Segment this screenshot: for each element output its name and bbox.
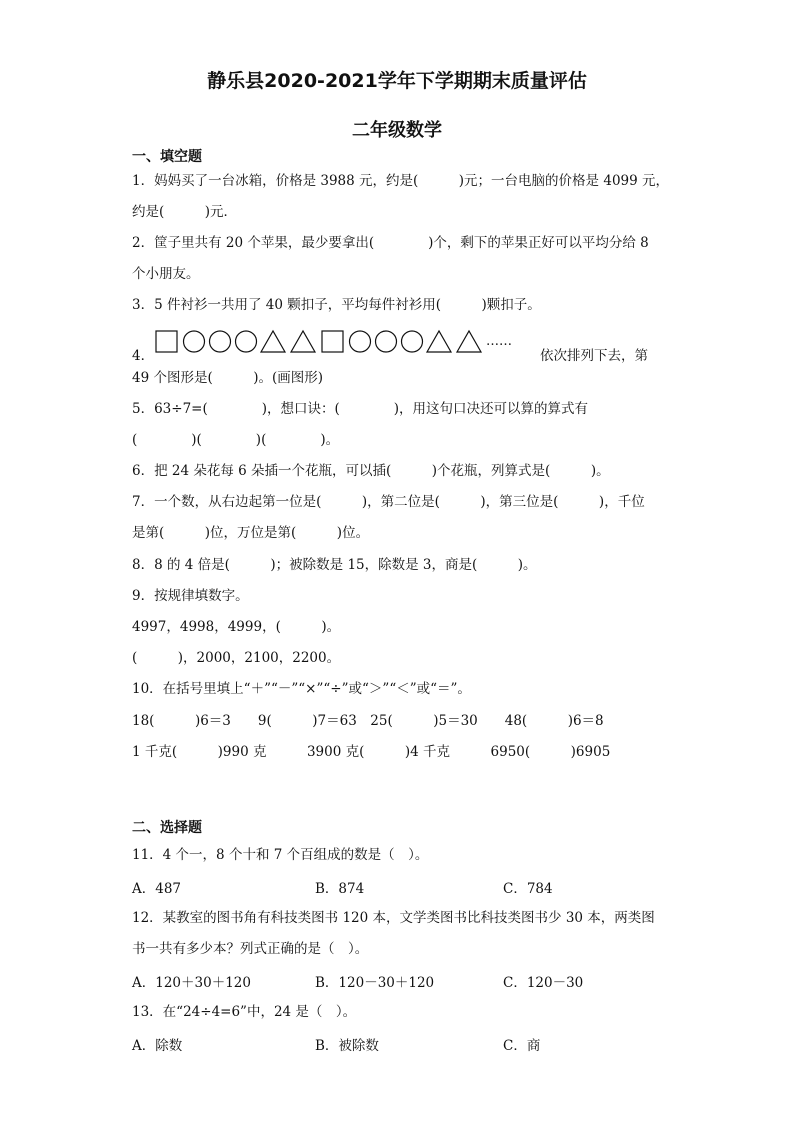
question-9: 9．按规律填数字。 [132, 588, 249, 604]
square-shape [156, 331, 177, 352]
circle-shape [184, 331, 205, 352]
question-9-row-1: 4997，4998，4999，( )。 [132, 619, 341, 635]
shape-ellipsis: …… [486, 334, 512, 349]
question-10: 10．在括号里填上“＋”“－”“×”“÷”或“＞”“＜”或“＝”。 [132, 681, 471, 697]
question-11: 11．4 个一，8 个十和 7 个百组成的数是（ ）。 [132, 847, 429, 863]
question-4-line-2: 49 个图形是( )。(画图形) [132, 370, 324, 386]
section-heading-choice: 二、选择题 [132, 820, 202, 836]
question-2-line-2: 个小朋友。 [132, 266, 200, 282]
triangle-shape [457, 331, 481, 352]
question-7-line-2: 是第( )位，万位是第( )位。 [132, 525, 370, 541]
question-4-number: 4． [132, 348, 155, 364]
question-2-line-1: 2．筐子里共有 20 个苹果，最少要拿出( )个，剩下的苹果正好可以平均分给 8 [132, 235, 649, 251]
question-1-line-1: 1．妈妈买了一台冰箱，价格是 3988 元，约是( )元；一台电脑的价格是 4099 元， [132, 173, 669, 189]
question-12-option-a: A．120＋30＋120 [132, 975, 251, 991]
question-3: 3．5 件衬衫一共用了 40 颗扣子，平均每件衬衫用( )颗扣子。 [132, 297, 541, 313]
triangle-shape [291, 331, 315, 352]
question-4-tail: 依次排列下去，第 [540, 348, 648, 364]
question-5-line-2: ( )( )( )。 [132, 432, 340, 448]
question-7-line-1: 7．一个数，从右边起第一位是( )，第二位是( )，第三位是( )，千位 [132, 494, 645, 510]
circle-shape [376, 331, 397, 352]
shape-sequence-figure [154, 328, 540, 356]
question-11-option-b: B．874 [315, 881, 365, 897]
question-13: 13．在“24÷4=6”中，24 是（ ）。 [132, 1004, 357, 1020]
section-heading-fill: 一、填空题 [132, 149, 202, 165]
question-5-line-1: 5．63÷7=( )，想口诀：( )，用这句口决还可以算的算式有 [132, 401, 589, 417]
question-11-option-c: C．784 [503, 881, 553, 897]
question-13-option-b: B．被除数 [315, 1038, 379, 1054]
question-1-line-2: 约是( )元． [132, 204, 238, 220]
triangle-shape [427, 331, 451, 352]
question-12-option-c: C．120－30 [503, 975, 584, 991]
triangle-shape [261, 331, 285, 352]
question-8: 8．8 的 4 倍是( )；被除数是 15，除数是 3，商是( )。 [132, 557, 537, 573]
circle-shape [210, 331, 231, 352]
square-shape [322, 331, 343, 352]
question-10-row-2: 1 千克( )990 克 3900 克( )4 千克 6950( )6905 [132, 744, 611, 760]
circle-shape [402, 331, 423, 352]
question-12-line-1: 12．某教室的图书角有科技类图书 120 本，文学类图书比科技类图书少 30 本，两类图 [132, 910, 655, 926]
question-9-row-2: ( )，2000，2100，2200。 [132, 650, 341, 666]
question-13-option-a: A．除数 [132, 1038, 183, 1054]
question-11-option-a: A．487 [132, 881, 182, 897]
circle-shape [350, 331, 371, 352]
question-6: 6．把 24 朵花每 6 朵插一个花瓶，可以插( )个花瓶，列算式是( )。 [132, 463, 610, 479]
page-subtitle: 二年级数学 [352, 120, 442, 141]
question-12-option-b: B．120－30＋120 [315, 975, 435, 991]
question-10-row-1: 18( )6＝3 9( )7＝63 25( )5＝30 48( )6＝8 [132, 713, 604, 729]
question-12-line-2: 书一共有多少本？列式正确的是（ ）。 [132, 941, 369, 957]
page-title: 静乐县2020-2021学年下学期期末质量评估 [207, 70, 587, 92]
circle-shape [236, 331, 257, 352]
question-13-option-c: C．商 [503, 1038, 541, 1054]
